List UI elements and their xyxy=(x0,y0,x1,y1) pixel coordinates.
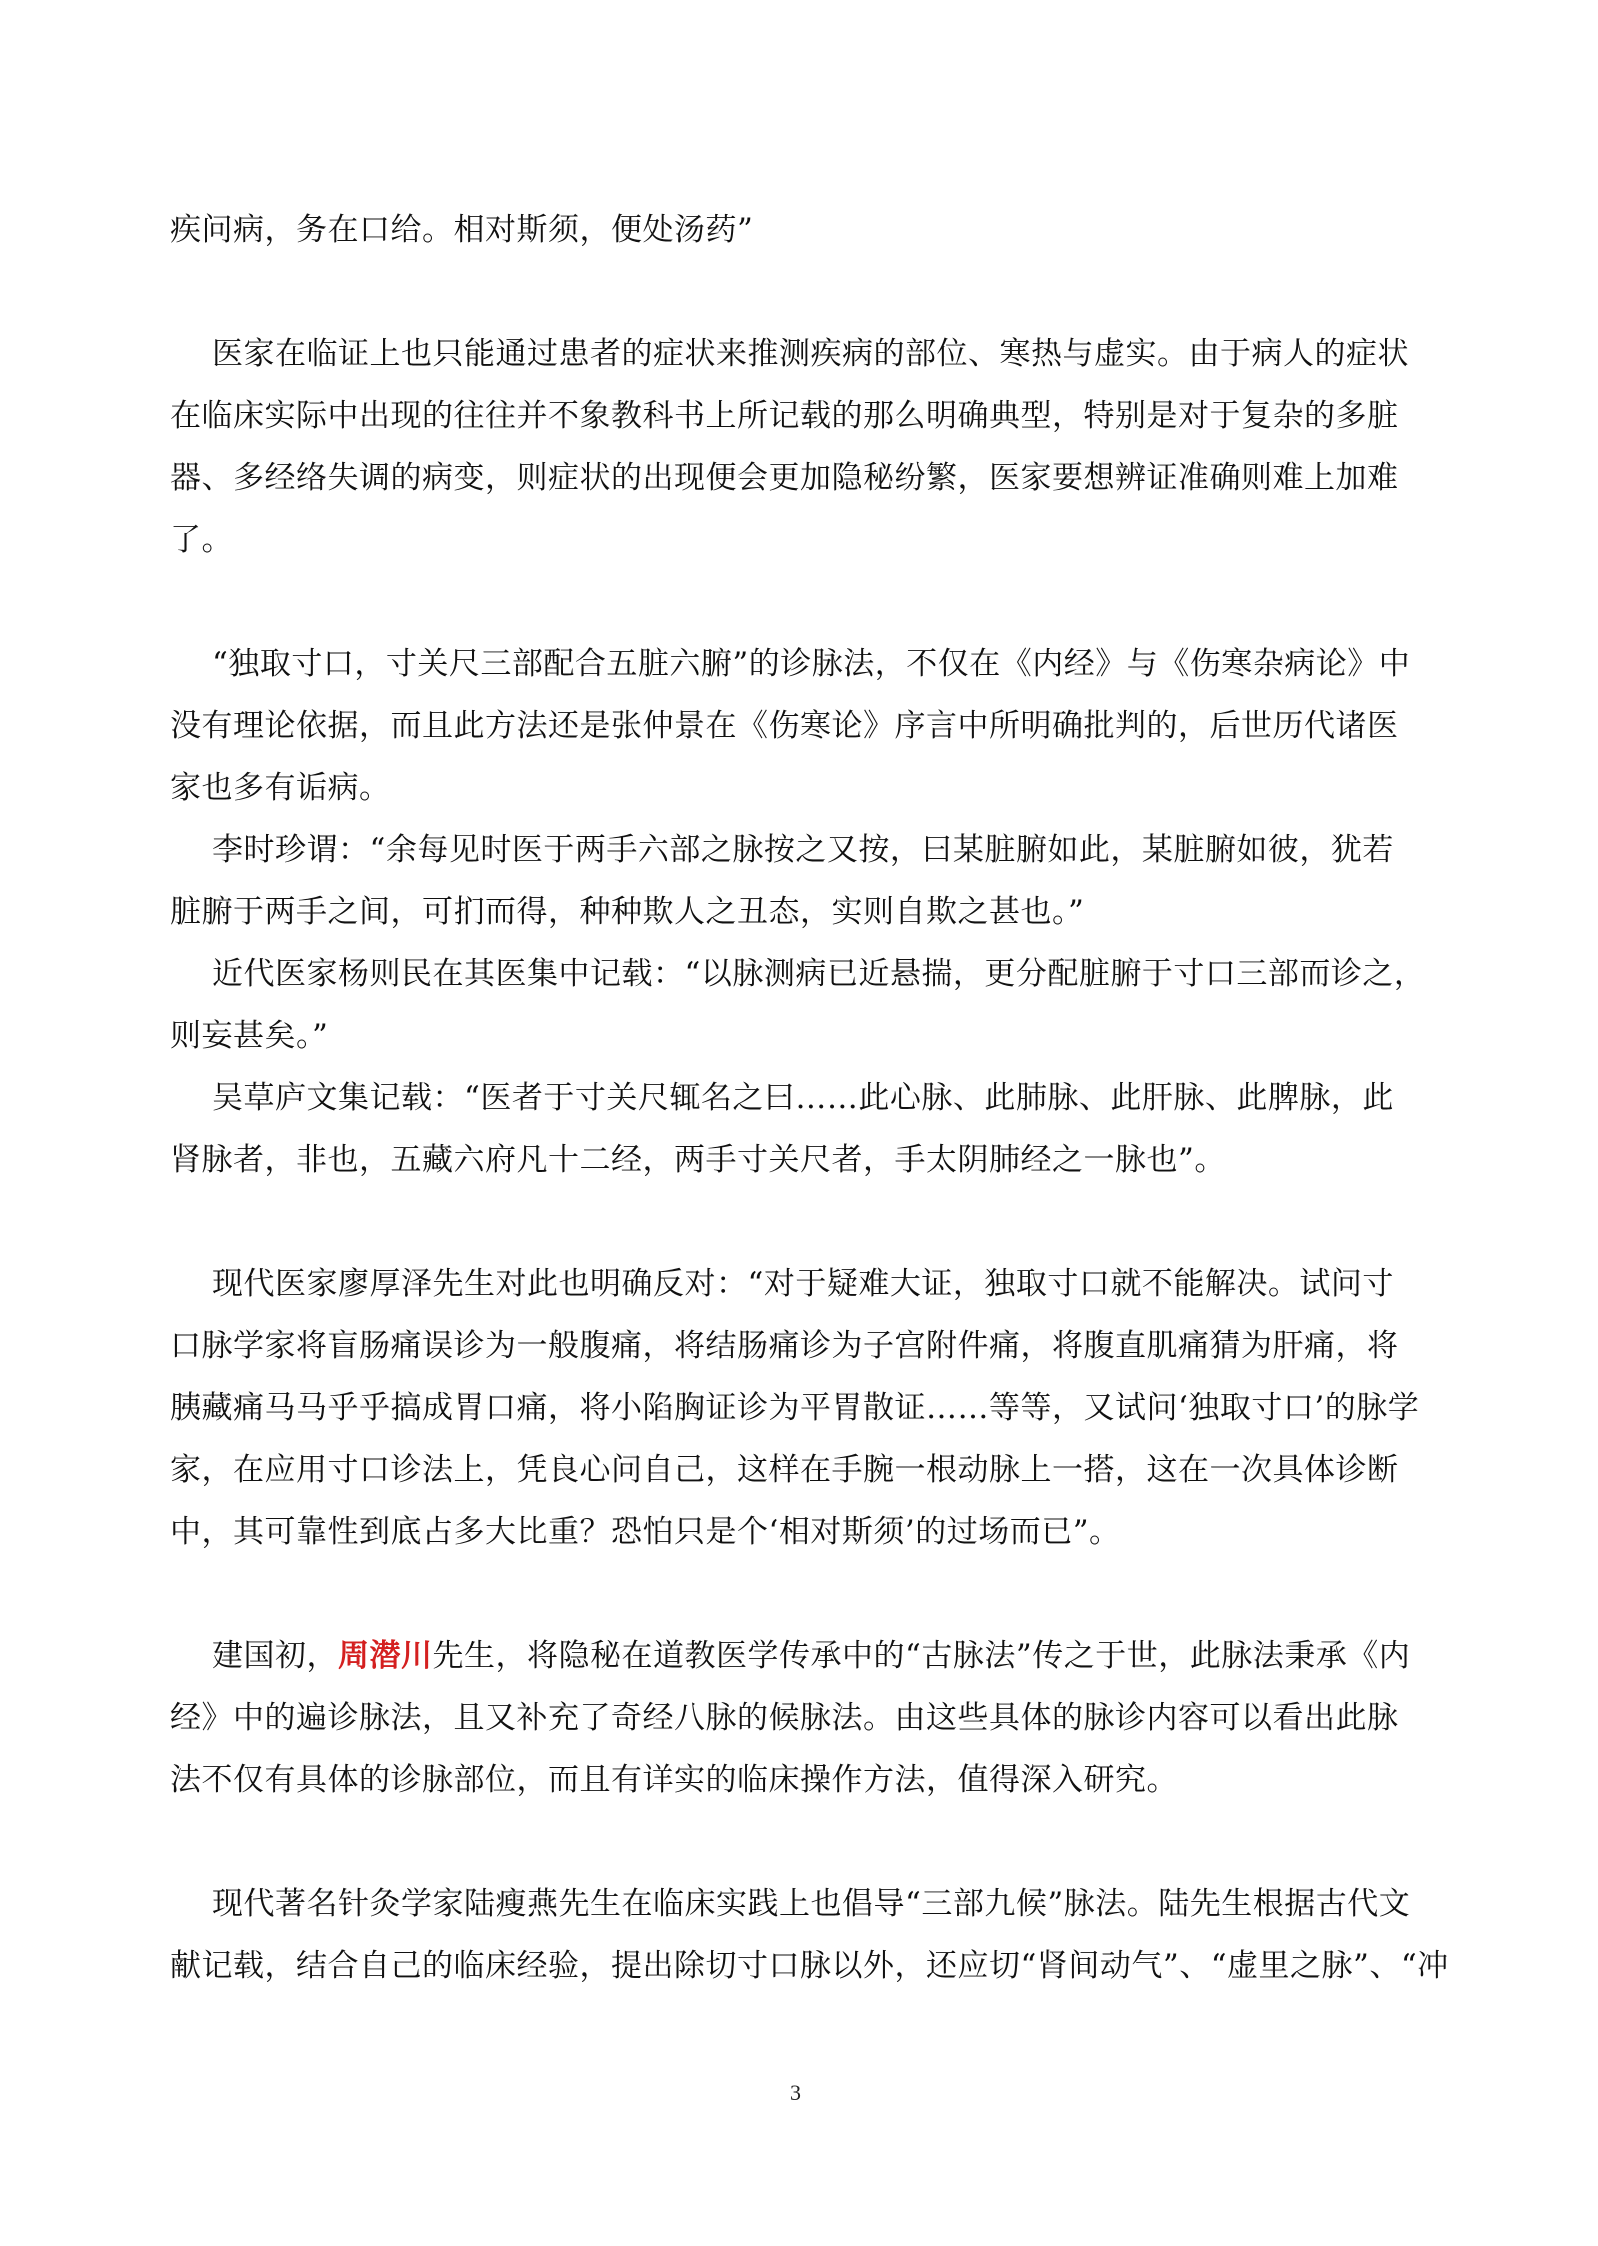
highlighted-name[interactable]: 周潜川 xyxy=(338,1638,433,1674)
text-line: 器、多经络失调的病变，则症状的出现便会更加隐秘纷繁，医家要想辨证准确则难上加难 xyxy=(170,460,1399,496)
text-line: 献记载，结合自己的临床经验，提出除切寸口脉以外，还应切“肾间动气”、“虚里之脉”、“冲 xyxy=(170,1948,1449,1984)
text-line: 家也多有诟病。 xyxy=(170,770,391,806)
text-line: 没有理论依据，而且此方法还是张仲景在《伤寒论》序言中所明确批判的，后世历代诸医 xyxy=(170,708,1399,744)
text-line: 胰藏痛马马乎乎搞成胃口痛，将小陷胸证诊为平胃散证……等等，又试问‘独取寸口’的脉学 xyxy=(170,1390,1420,1426)
text-line: 现代医家廖厚泽先生对此也明确反对：“对于疑难大证，独取寸口就不能解决。试问寸 xyxy=(212,1266,1394,1302)
text-line: 肾脉者，非也，五藏六府凡十二经，两手寸关尺者，手太阴肺经之一脉也”。 xyxy=(170,1142,1226,1178)
text-line: 口脉学家将盲肠痛误诊为一般腹痛，将结肠痛诊为子宫附件痛，将腹直肌痛猜为肝痛，将 xyxy=(170,1328,1399,1364)
text-line: “独取寸口，寸关尺三部配合五脏六腑”的诊脉法，不仅在《内经》与《伤寒杂病论》中 xyxy=(212,646,1411,682)
text-segment: 建国初， xyxy=(212,1638,338,1674)
text-line: 法不仅有具体的诊脉部位，而且有详实的临床操作方法，值得深入研究。 xyxy=(170,1762,1178,1798)
text-segment: 先生，将隐秘在道教医学传承中的“古脉法”传之于世，此脉法秉承《内 xyxy=(432,1638,1411,1674)
text-line: 疾问病，务在口给。相对斯须，便处汤药” xyxy=(170,212,754,248)
page-number: 3 xyxy=(790,2080,801,2105)
text-line xyxy=(212,1636,1410,1676)
text-line: 了。 xyxy=(170,522,233,558)
text-line: 李时珍谓：“余每见时医于两手六部之脉按之又按，曰某脏腑如此，某脏腑如彼，犹若 xyxy=(212,832,1394,868)
text-line: 经》中的遍诊脉法，且又补充了奇经八脉的候脉法。由这些具体的脉诊内容可以看出此脉 xyxy=(170,1700,1399,1736)
text-line: 家，在应用寸口诊法上，凭良心问自己，这样在手腕一根动脉上一搭，这在一次具体诊断 xyxy=(170,1452,1399,1488)
text-line: 现代著名针灸学家陆瘦燕先生在临床实践上也倡导“三部九候”脉法。陆先生根据古代文 xyxy=(212,1886,1411,1922)
text-line: 则妄甚矣。” xyxy=(170,1018,329,1054)
text-line: 在临床实际中出现的往往并不象教科书上所记载的那么明确典型，特别是对于复杂的多脏 xyxy=(170,398,1399,434)
text-line: 医家在临证上也只能通过患者的症状来推测疾病的部位、寒热与虚实。由于病人的症状 xyxy=(212,336,1409,372)
text-line: 脏腑于两手之间，可扪而得，种种欺人之丑态，实则自欺之甚也。” xyxy=(170,894,1085,930)
text-line: 中，其可靠性到底占多大比重？恐怕只是个‘相对斯须’的过场而已”。 xyxy=(170,1514,1121,1550)
text-line: 吴草庐文集记载：“医者于寸关尺辄名之曰……此心脉、此肺脉、此肝脉、此脾脉，此 xyxy=(212,1080,1394,1116)
text-line: 近代医家杨则民在其医集中记载：“以脉测病已近悬揣，更分配脏腑于寸口三部而诊之， xyxy=(212,956,1426,992)
